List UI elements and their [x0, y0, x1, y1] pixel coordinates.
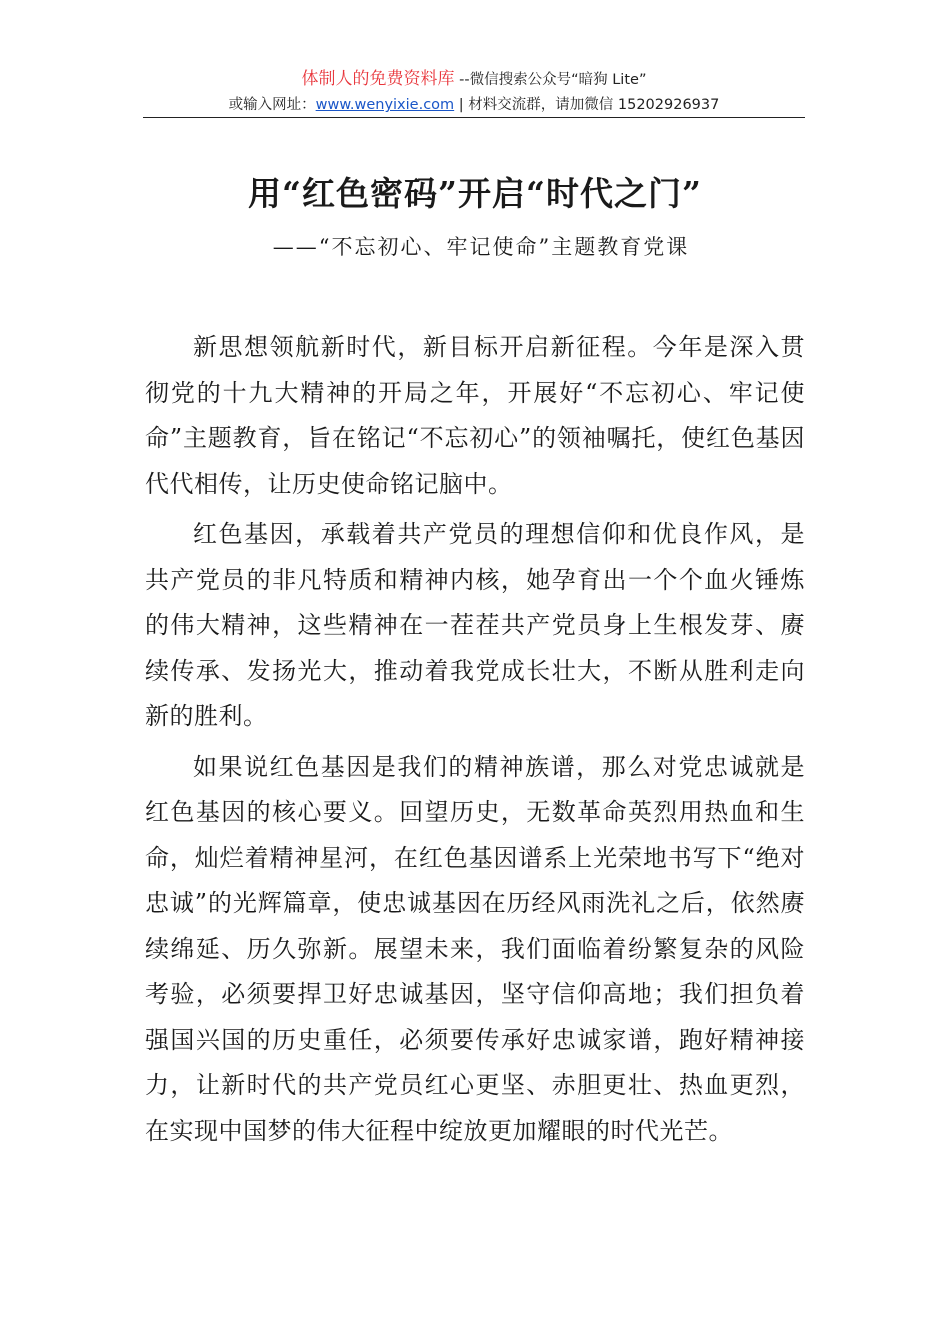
- contact-note: | 材料交流群，请加微信 15202926937: [454, 97, 720, 113]
- document-header: [143, 66, 805, 117]
- brand-name: 体制人的免费资料库: [301, 69, 455, 89]
- paragraph: 新思想领航新时代，新目标开启新征程。今年是深入贯彻党的十九大精神的开局之年，开展好“不忘初心、牢记使命”主题教育，旨在铭记“不忘初心”的领袖嘱托，使红色基因代代相传，让历史使命铭记脑中。: [145, 333, 805, 498]
- header-line-1: [143, 66, 805, 93]
- document-title: 用“红色密码”开启“时代之门”: [248, 174, 702, 213]
- header-divider: [143, 117, 805, 118]
- header-line-2: [143, 93, 805, 117]
- url-prefix: 或输入网址：: [228, 97, 316, 113]
- website-link[interactable]: www.wenyixie.com: [315, 97, 455, 113]
- document-body: [145, 325, 805, 1159]
- header-wechat-note: --微信搜索公众号“暗狗 Lite”: [454, 72, 647, 88]
- paragraph: 如果说红色基因是我们的精神族谱，那么对党忠诚就是红色基因的核心要义。回望历史，无数革命英烈用热血和生命，灿烂着精神星河，在红色基因谱系上光荣地书写下“绝对忠诚”的光辉篇章，使忠诚基因在历经风雨洗礼之后，依然赓续绵延、历久弥新。展望未来，我们面临着纷繁复杂的风险考验，必须要捍卫好忠诚基因，坚守信仰高地；我们担负着强国兴国的历史重任，必须要传承好忠诚家谱，跑好精神接力，让新时代的共产党员红心更坚、赤胆更壮、热血更烈，在实现中国梦的伟大征程中绽放更加耀眼的时代光芒。: [145, 752, 805, 1145]
- paragraph: 红色基因，承载着共产党员的理想信仰和优良作风，是共产党员的非凡特质和精神内核，她孕育出一个个血火锤炼的伟大精神，这些精神在一茬茬共产党员身上生根发芽、赓续传承、发扬光大，推动着我党成长壮大，不断从胜利走向新的胜利。: [145, 520, 805, 730]
- document-subtitle: ——“不忘初心、牢记使命”主题教育党课: [272, 235, 690, 259]
